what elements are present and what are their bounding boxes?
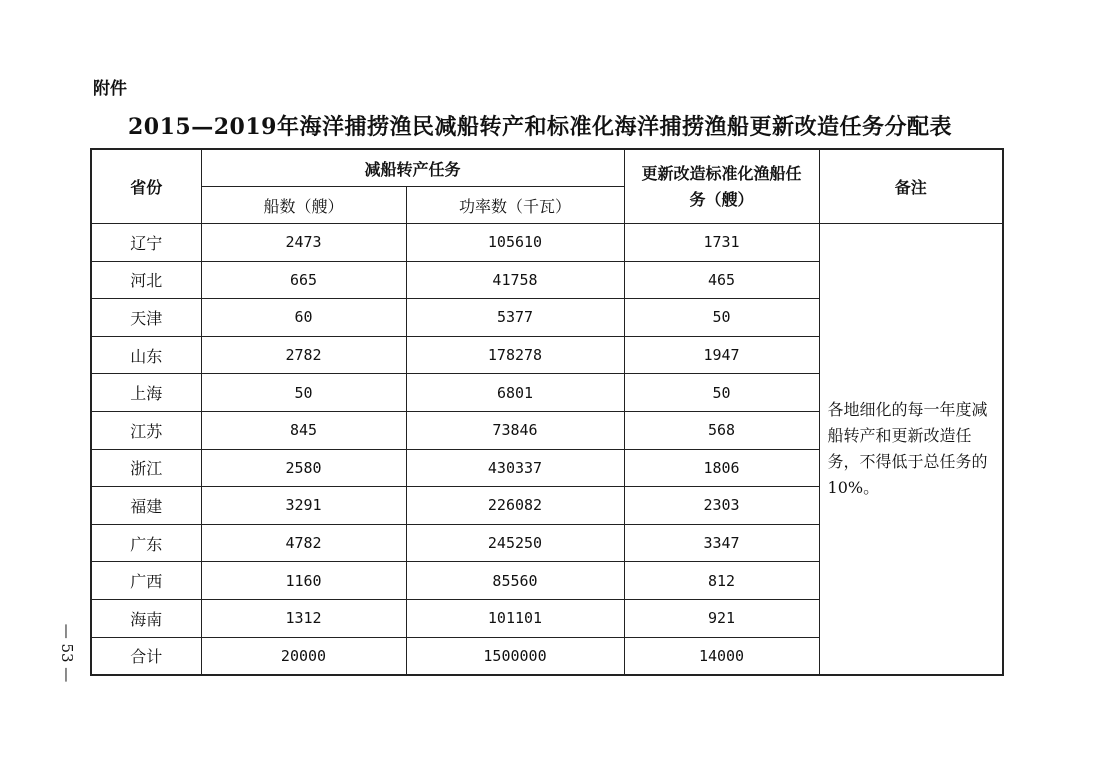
table-row [91,224,1003,262]
renovation-cell: 812 [624,562,819,600]
vessels-cell: 3291 [201,487,406,525]
power-cell: 178278 [406,336,624,374]
header-renovation: 更新改造标准化渔船任务（艘） [624,149,819,224]
attachment-label: 附件 [93,79,127,99]
power-cell: 105610 [406,224,624,262]
header-vessels: 船数（艘） [201,187,406,224]
power-cell: 226082 [406,487,624,525]
renovation-cell: 568 [624,411,819,449]
power-cell: 41758 [406,261,624,299]
vessels-cell: 50 [201,374,406,412]
renovation-cell: 3347 [624,524,819,562]
power-cell: 430337 [406,449,624,487]
power-cell: 1500000 [406,637,624,675]
province-cell: 山东 [91,336,201,374]
province-cell: 江苏 [91,411,201,449]
table-title: 2015—2019年海洋捕捞渔民减船转产和标准化海洋捕捞渔船更新改造任务分配表 [128,114,952,140]
power-cell: 73846 [406,411,624,449]
header-remarks: 备注 [819,149,1003,224]
province-cell: 上海 [91,374,201,412]
renovation-cell: 1731 [624,224,819,262]
province-cell: 合计 [91,637,201,675]
renovation-cell: 465 [624,261,819,299]
province-cell: 广西 [91,562,201,600]
renovation-cell: 2303 [624,487,819,525]
province-cell: 河北 [91,261,201,299]
allocation-table [90,148,1004,676]
vessels-cell: 845 [201,411,406,449]
renovation-cell: 14000 [624,637,819,675]
renovation-cell: 50 [624,299,819,337]
renovation-cell: 1947 [624,336,819,374]
province-cell: 天津 [91,299,201,337]
header-reduction-group: 减船转产任务 [201,149,624,187]
header-power: 功率数（千瓦） [406,187,624,224]
vessels-cell: 4782 [201,524,406,562]
province-cell: 海南 [91,599,201,637]
power-cell: 101101 [406,599,624,637]
vessels-cell: 60 [201,299,406,337]
vessels-cell: 2473 [201,224,406,262]
vessels-cell: 1312 [201,599,406,637]
renovation-cell: 921 [624,599,819,637]
renovation-cell: 1806 [624,449,819,487]
vessels-cell: 665 [201,261,406,299]
header-province: 省份 [91,149,201,224]
renovation-cell: 50 [624,374,819,412]
province-cell: 广东 [91,524,201,562]
province-cell: 浙江 [91,449,201,487]
remarks-cell: 各地细化的每一年度减船转产和更新改造任务，不得低于总任务的10%。 [819,224,1003,676]
vessels-cell: 1160 [201,562,406,600]
province-cell: 福建 [91,487,201,525]
page-number: — 53 — [58,623,76,683]
vessels-cell: 20000 [201,637,406,675]
province-cell: 辽宁 [91,224,201,262]
power-cell: 6801 [406,374,624,412]
power-cell: 85560 [406,562,624,600]
power-cell: 5377 [406,299,624,337]
power-cell: 245250 [406,524,624,562]
vessels-cell: 2580 [201,449,406,487]
vessels-cell: 2782 [201,336,406,374]
